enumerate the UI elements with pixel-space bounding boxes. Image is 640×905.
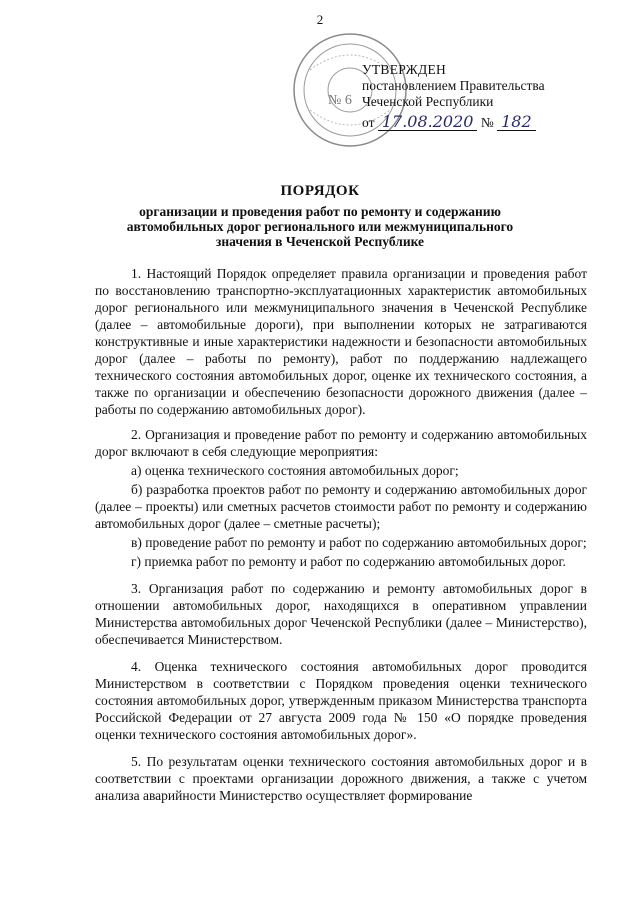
document-subtitle: организации и проведения работ по ремонту и содержанию автомобильных дорог регионального или межмуниципального значения в Чеченской Республике [126,204,514,249]
paragraph-2: 2. Организация и проведение работ по ремонту и содержанию автомобильных дорог включают в себя следующие мероприятия: [95,427,587,459]
paragraph-1: 1. Настоящий Порядок определяет правила организации и проведения работ по восстановлению транспортно-эксплуатационных характеристик автомобильных дорог регионального или межмуниципального значения в Чеченской Республике (далее – автомобильные дороги), при выполнении которых не затрагиваются конструктивные и иные характеристики надежности и безопасности автомобильных дорог (далее – работы по ремонту), работ по поддержанию надлежащего технического состояния автомобильных дорог, оценке их технического состояния, а также по организации и обеспечению безопасности дорожного движения (далее – работы по содержанию автомобильных дорог). [95,266,587,417]
approval-heading: УТВЕРЖДЕН [362,62,447,77]
paragraph-5: 5. По результатам оценки технического состояния автомобильных дорог и в соответствии с проектами организации дорожного движения, а также с учетом анализа аварийности Министерство осуществляет формирование [95,754,587,803]
paragraph-3: 3. Организация работ по содержанию и ремонту автомобильных дорог в отношении автомобильных дорог, находящихся в оперативном управлении Министерства автомобильных дорог Чеченской Республики (далее – Министерство), обеспечивается Министерством. [95,581,587,647]
page-number: 2 [316,12,324,27]
item-g: г) приемка работ по ремонту и работ по содержанию автомобильных дорог. [131,554,566,569]
number-prefix: № [480,115,494,130]
approval-line-2: Чеченской Республики [362,94,494,109]
item-a: а) оценка технического состояния автомобильных дорог; [131,463,459,478]
approval-block [362,62,602,131]
paragraph-4: 4. Оценка технического состояния автомобильных дорог проводится Министерством в соответствии с Порядком проведения оценки технического состояния автомобильных дорог, утвержденным приказом Министерства транспорта Российской Федерации от 27 августа 2009 года № 150 «О порядке проведения оценки технического состояния автомобильных дорог». [95,659,587,742]
document-body [95,265,587,812]
approval-date: 17.08.2020 [378,114,478,131]
approval-number: 182 [497,114,536,131]
stamp-number-fragment: № 6 [328,93,352,108]
date-prefix: от [362,115,375,130]
approval-date-line [362,114,602,131]
document-title: ПОРЯДОК [280,183,360,199]
item-v: в) проведение работ по ремонту и работ по содержанию автомобильных дорог; [131,535,587,550]
item-b: б) разработка проектов работ по ремонту и содержанию автомобильных дорог (далее – проекты) или сметных расчетов стоимости работ по ремонту и содержанию автомобильных дорог (далее – сметные расчеты); [95,482,587,531]
approval-line-1: постановлением Правительства [362,78,545,93]
